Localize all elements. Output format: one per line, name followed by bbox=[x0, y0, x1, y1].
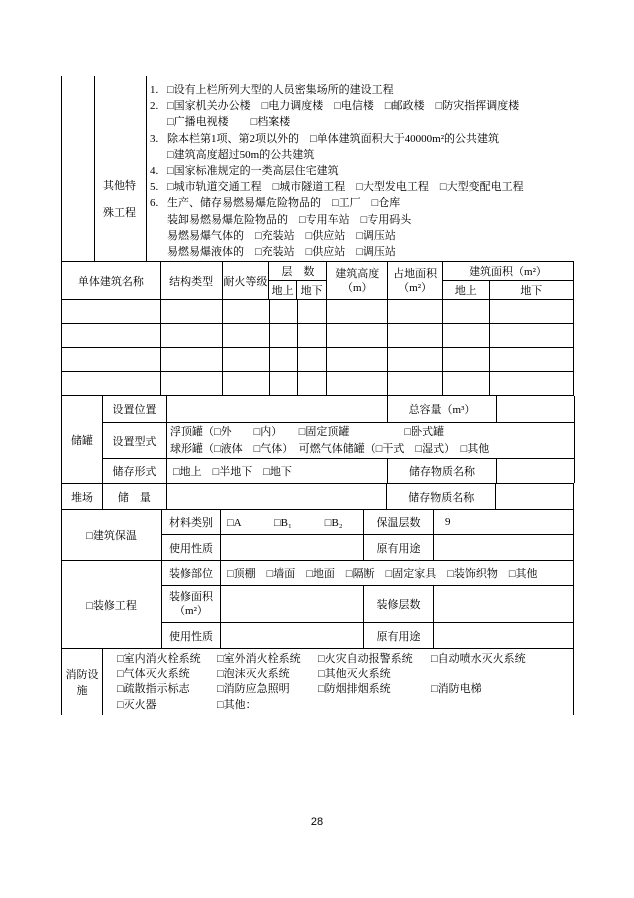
checkbox-building-insulation[interactable]: □建筑保温 bbox=[62, 510, 162, 560]
insulation-material-label: 材料类别 bbox=[162, 510, 221, 534]
building-insulation-section bbox=[62, 510, 574, 561]
checkbox-option[interactable]: □其他： bbox=[217, 698, 257, 711]
special-projects-options bbox=[147, 76, 574, 261]
insulation-layers-label: 保温层数 bbox=[364, 510, 434, 534]
area-below-input-cell[interactable] bbox=[490, 300, 574, 323]
floors-above-input-cell[interactable] bbox=[270, 324, 298, 347]
checkbox-option-line[interactable]: 球形罐（□液体 □气体） 可燃气体储罐（□干式 □湿式） □其他 bbox=[170, 442, 490, 455]
decoration-area-label-line1: 装修面积 bbox=[169, 591, 213, 603]
floors-above-input-cell[interactable] bbox=[270, 372, 298, 395]
stockyard-quantity-input-cell[interactable] bbox=[167, 484, 388, 509]
col-header-footprint-unit: （m²） bbox=[398, 281, 432, 294]
area-above-input-cell[interactable] bbox=[443, 348, 490, 371]
insulation-usage-row bbox=[162, 535, 574, 560]
checkbox-option[interactable]: □火灾自动报警系统 bbox=[318, 653, 413, 665]
area-above-input-cell[interactable] bbox=[443, 372, 490, 395]
tank-storage-material-input-cell[interactable] bbox=[497, 459, 575, 483]
insulation-material-row bbox=[162, 510, 574, 535]
fire-safety-declaration-form bbox=[61, 76, 574, 715]
structure-type-input-cell[interactable] bbox=[161, 300, 223, 323]
decoration-area-label bbox=[162, 586, 221, 622]
insulation-original-use-label: 原有用途 bbox=[364, 535, 434, 560]
checkbox-option-line[interactable]: 浮顶罐（□外 □内） □固定顶罐 □卧式罐 bbox=[170, 425, 445, 438]
checkbox-option[interactable]: □气体灭火系统 bbox=[117, 668, 190, 681]
tank-location-row bbox=[103, 396, 575, 423]
row-label-text: 储罐 bbox=[71, 434, 93, 447]
decoration-original-use-label: 原有用途 bbox=[364, 623, 434, 648]
tank-storage-material-label: 储存物质名称 bbox=[388, 459, 497, 483]
checkbox-option-line[interactable]: 易燃易爆液体的 □充装站 □供应站 □调压站 bbox=[167, 246, 396, 259]
checkbox-option[interactable]: □室外消火栓系统 bbox=[217, 653, 301, 665]
tank-location-label: 设置位置 bbox=[103, 396, 167, 422]
row-label-text: 消防设施 bbox=[65, 669, 99, 697]
building-height-input-cell[interactable] bbox=[327, 324, 388, 347]
decoration-floors-input-cell[interactable] bbox=[434, 586, 574, 622]
list-item bbox=[150, 131, 572, 163]
checkbox-option-line[interactable]: 生产、储存易燃易爆危险物品的 □工厂 □仓库 bbox=[167, 197, 401, 210]
fire-rating-input-cell[interactable] bbox=[223, 348, 270, 371]
checkbox-option-line[interactable]: 装卸易燃易爆危险物品的 □专用车站 □专用码头 bbox=[167, 213, 412, 226]
row-label-text: 其他特殊工程 bbox=[103, 179, 136, 219]
row-label-stockyard: 堆场 bbox=[62, 484, 103, 509]
col-header-structure-type: 结构类型 bbox=[161, 262, 223, 299]
stockyard-quantity-label: 储 量 bbox=[103, 484, 167, 509]
tank-type-label: 设置型式 bbox=[103, 423, 167, 458]
floors-above-input-cell[interactable] bbox=[270, 348, 298, 371]
tank-storage-form-row bbox=[103, 459, 575, 483]
building-table-row bbox=[62, 324, 574, 348]
decoration-project-section bbox=[62, 561, 574, 649]
checkbox-option[interactable]: □室内消火栓系统 bbox=[117, 653, 201, 665]
tank-type-row bbox=[103, 423, 575, 459]
area-above-input-cell[interactable] bbox=[443, 300, 490, 323]
row-label-storage-tank bbox=[62, 396, 103, 483]
checkbox-option-line[interactable]: □国家标准规定的一类高层住宅建筑 bbox=[167, 165, 339, 178]
list-item bbox=[150, 195, 572, 260]
item-number: 3. bbox=[150, 132, 159, 145]
col-header-footprint-area bbox=[388, 262, 443, 299]
building-table-row bbox=[62, 300, 574, 324]
checkbox-option-line[interactable]: □建筑高度超过50m的公共建筑 bbox=[167, 148, 315, 161]
checkbox-option[interactable]: □自动喷水灭火系统 bbox=[431, 653, 526, 665]
checkbox-decoration-project[interactable]: □装修工程 bbox=[62, 561, 162, 648]
area-below-input-cell[interactable] bbox=[490, 348, 574, 371]
storage-tank-section bbox=[62, 396, 574, 484]
fire-rating-input-cell[interactable] bbox=[223, 300, 270, 323]
checkbox-option-line[interactable]: □设有上栏所列大型的人员密集场所的建设工程 bbox=[167, 84, 394, 96]
tank-total-capacity-label: 总容量（m³） bbox=[388, 396, 497, 422]
insulation-usage-label: 使用性质 bbox=[162, 535, 221, 560]
decoration-usage-input-cell[interactable] bbox=[221, 623, 364, 648]
tank-type-options bbox=[167, 423, 575, 458]
checkbox-option[interactable]: □其他灭火系统 bbox=[318, 668, 391, 681]
building-height-input-cell[interactable] bbox=[327, 372, 388, 395]
checkbox-option[interactable]: □灭火器 bbox=[117, 698, 157, 711]
row-label-other-special-projects bbox=[95, 76, 147, 261]
checkbox-option-line[interactable]: □A □B₁ □B₂ bbox=[221, 510, 364, 534]
stockyard-storage-material-input-cell[interactable] bbox=[496, 484, 574, 509]
checkbox-option[interactable]: □泡沫灭火系统 bbox=[217, 668, 290, 681]
col-header-fire-rating: 耐火等级 bbox=[223, 262, 270, 299]
floors-below-input-cell[interactable] bbox=[298, 348, 328, 371]
structure-type-input-cell[interactable] bbox=[161, 348, 223, 371]
structure-type-input-cell[interactable] bbox=[161, 372, 223, 395]
floors-below-input-cell[interactable] bbox=[298, 324, 328, 347]
footprint-input-cell[interactable] bbox=[388, 300, 443, 323]
insulation-layers-value[interactable]: 9 bbox=[434, 510, 574, 534]
fire-facilities-section bbox=[62, 649, 574, 715]
decoration-area-input-cell[interactable] bbox=[221, 586, 364, 622]
fire-facilities-row bbox=[117, 652, 573, 667]
list-item bbox=[150, 179, 572, 195]
fire-rating-input-cell[interactable] bbox=[223, 324, 270, 347]
building-height-input-cell[interactable] bbox=[327, 300, 388, 323]
decoration-area-label-unit: （m²） bbox=[174, 605, 208, 617]
decoration-part-label: 装修部位 bbox=[162, 561, 221, 585]
building-name-input-cell[interactable] bbox=[62, 300, 161, 323]
insulation-original-use-input-cell[interactable] bbox=[434, 535, 574, 560]
tank-total-capacity-input-cell[interactable] bbox=[497, 396, 575, 422]
fire-facilities-row bbox=[117, 667, 573, 682]
checkbox-option-line[interactable]: 除本栏第1项、第2项以外的 □单体建筑面积大于40000m²的公共建筑 bbox=[167, 132, 499, 145]
checkbox-option-line[interactable]: □城市轨道交通工程 □城市隧道工程 □大型发电工程 □大型变配电工程 bbox=[167, 181, 524, 194]
building-name-input-cell[interactable] bbox=[62, 372, 161, 395]
col-header-area-above: 地上 bbox=[443, 281, 490, 299]
col-header-floors-above: 地上 bbox=[269, 281, 297, 299]
item-number: 6. bbox=[150, 197, 159, 210]
building-height-input-cell[interactable] bbox=[327, 348, 388, 371]
structure-type-input-cell[interactable] bbox=[161, 324, 223, 347]
checkbox-option-line[interactable]: □顶棚 □墙面 □地面 □隔断 □固定家具 □装饰织物 □其他 bbox=[221, 561, 574, 585]
row-label-fire-facilities bbox=[62, 649, 103, 715]
building-table-header bbox=[62, 262, 574, 300]
checkbox-option[interactable]: □防烟排烟系统 bbox=[318, 683, 391, 696]
footprint-input-cell[interactable] bbox=[388, 324, 443, 347]
building-table-row bbox=[62, 348, 574, 372]
area-below-input-cell[interactable] bbox=[490, 372, 574, 395]
checkbox-option-line[interactable]: □广播电视楼 □档案楼 bbox=[167, 116, 291, 129]
footprint-input-cell[interactable] bbox=[388, 372, 443, 395]
tank-location-input-cell[interactable] bbox=[167, 396, 388, 422]
insulation-usage-input-cell[interactable] bbox=[221, 535, 364, 560]
col-header-building-name: 单体建筑名称 bbox=[62, 262, 161, 299]
col-header-floors-below: 地下 bbox=[300, 285, 323, 297]
building-table-row bbox=[62, 372, 574, 396]
floors-below-input-cell[interactable] bbox=[298, 372, 328, 395]
building-name-input-cell[interactable] bbox=[62, 348, 161, 371]
col-header-building-height bbox=[327, 262, 388, 299]
list-item bbox=[150, 163, 572, 179]
fire-facilities-row bbox=[117, 698, 573, 713]
checkbox-option-line[interactable]: 易燃易爆气体的 □充装站 □供应站 □调压站 bbox=[167, 229, 396, 242]
checkbox-option-line[interactable]: □国家机关办公楼 □电力调度楼 □电信楼 □邮政楼 □防灾指挥调度楼 bbox=[167, 100, 520, 113]
col-header-floors bbox=[269, 262, 327, 299]
footprint-input-cell[interactable] bbox=[388, 348, 443, 371]
fire-facilities-options bbox=[103, 649, 574, 715]
decoration-area-row bbox=[162, 586, 574, 623]
other-special-projects-section bbox=[62, 76, 574, 262]
building-name-input-cell[interactable] bbox=[62, 324, 161, 347]
item-number: 4. bbox=[150, 165, 159, 178]
checkbox-option[interactable]: □消防应急照明 bbox=[217, 683, 290, 696]
item-number: 5. bbox=[150, 181, 159, 194]
decoration-original-use-input-cell[interactable] bbox=[434, 623, 574, 648]
col-header-building-height-unit: （m） bbox=[341, 281, 373, 294]
list-item bbox=[150, 98, 572, 130]
page-number: 28 bbox=[310, 816, 324, 828]
col-header-floor-area bbox=[443, 262, 574, 299]
decoration-usage-row bbox=[162, 623, 574, 648]
fire-rating-input-cell[interactable] bbox=[223, 372, 270, 395]
fire-facilities-row bbox=[117, 682, 573, 697]
continued-blank-cell bbox=[62, 76, 95, 261]
checkbox-option-line[interactable]: □地上 □半地下 □地下 bbox=[167, 459, 388, 483]
checkbox-option[interactable]: □疏散指示标志 bbox=[117, 683, 190, 696]
col-header-floors-title: 层 数 bbox=[269, 262, 326, 281]
list-item bbox=[150, 82, 572, 98]
stockyard-row bbox=[62, 484, 574, 510]
tank-storage-form-label: 储存形式 bbox=[103, 459, 167, 483]
area-above-input-cell[interactable] bbox=[443, 324, 490, 347]
item-number: 2. bbox=[150, 100, 159, 113]
stockyard-storage-material-label: 储存物质名称 bbox=[387, 484, 496, 509]
col-header-footprint-line1: 占地面积 bbox=[393, 267, 438, 280]
col-header-building-height-line1: 建筑高度 bbox=[335, 267, 380, 280]
area-below-input-cell[interactable] bbox=[490, 324, 574, 347]
floors-below-input-cell[interactable] bbox=[298, 300, 328, 323]
decoration-usage-label: 使用性质 bbox=[162, 623, 221, 648]
decoration-part-row bbox=[162, 561, 574, 586]
item-number: 1. bbox=[150, 84, 159, 96]
col-header-floor-area-title: 建筑面积（m²） bbox=[443, 262, 573, 281]
floors-above-input-cell[interactable] bbox=[270, 300, 298, 323]
decoration-floors-label: 装修层数 bbox=[364, 586, 434, 622]
col-header-area-below: 地下 bbox=[520, 285, 543, 297]
checkbox-option[interactable]: □消防电梯 bbox=[431, 683, 482, 696]
